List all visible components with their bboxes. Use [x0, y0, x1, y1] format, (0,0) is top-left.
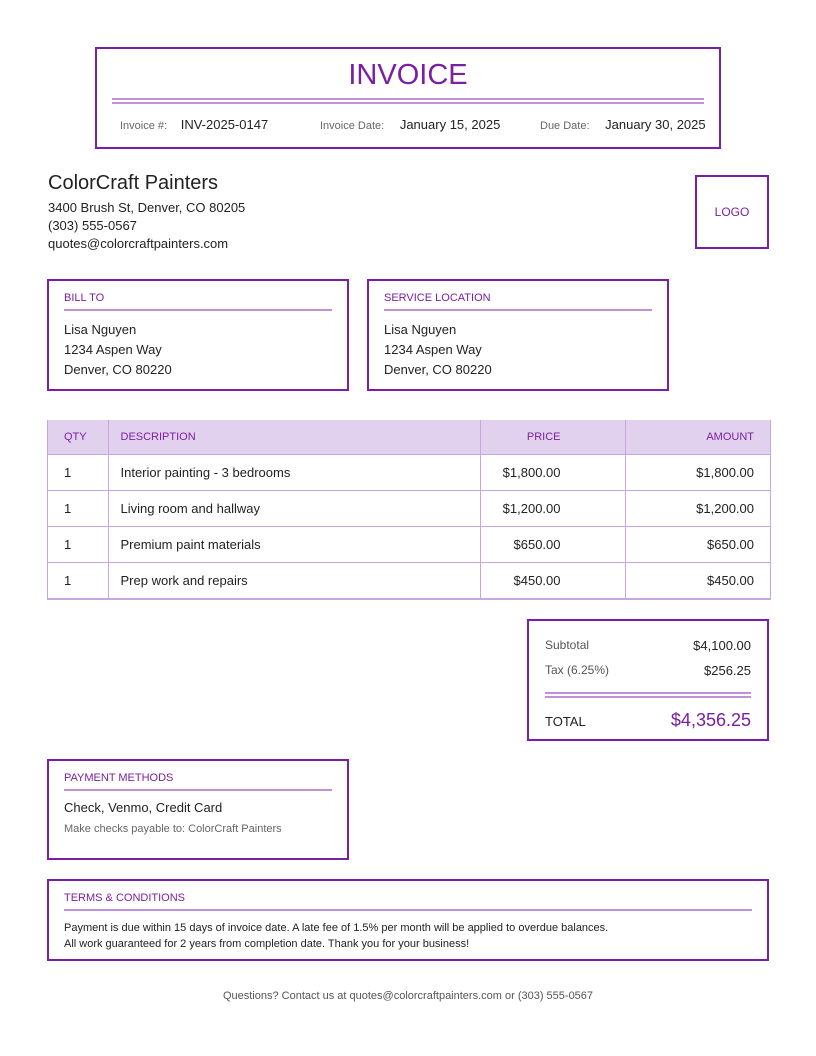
bill-to-name: Lisa Nguyen [64, 322, 137, 337]
subtotal-label: Subtotal [545, 638, 590, 652]
company-email: quotes@colorcraftpainters.com [48, 236, 229, 251]
due-date-label: Due Date: [540, 120, 590, 132]
company-phone: (303) 555-0567 [48, 218, 137, 233]
footer-contact: Questions? Contact us at quotes@colorcraftpainters.com or (303) 555-0567 [222, 990, 594, 1002]
cell-qty: 1 [48, 562, 108, 598]
payment-methods-box [47, 759, 349, 860]
subtotal-value: $4,100.00 [693, 638, 751, 653]
payment-note: Make checks payable to: ColorCraft Painters [64, 823, 282, 835]
terms-title: TERMS & CONDITIONS [64, 892, 752, 911]
invoice-header [95, 47, 721, 149]
logo-placeholder [695, 175, 769, 249]
table-row [48, 526, 770, 562]
header-description: DESCRIPTION [108, 420, 480, 454]
cell-amount: $1,800.00 [625, 454, 770, 490]
cell-price: $450.00 [480, 562, 625, 598]
service-street: 1234 Aspen Way [384, 342, 482, 357]
bill-to-box [47, 279, 349, 391]
cell-amount: $450.00 [625, 562, 770, 598]
invoice-date: January 15, 2025 [399, 117, 501, 132]
total-label: TOTAL [545, 714, 586, 729]
header-amount: AMOUNT [625, 420, 770, 454]
invoice-date-label: Invoice Date: [320, 120, 385, 132]
totals-box [527, 619, 769, 741]
cell-amount: $1,200.00 [625, 490, 770, 526]
cell-price: $650.00 [480, 526, 625, 562]
invoice-number-label: Invoice #: [120, 120, 168, 132]
service-location-box [367, 279, 669, 391]
invoice-title: INVOICE [348, 59, 468, 91]
table-row [48, 562, 770, 598]
cell-description: Prep work and repairs [108, 562, 480, 598]
company-info [48, 172, 245, 253]
table-row [48, 490, 770, 526]
line-items-table-wrap [47, 420, 771, 600]
tax-label: Tax (6.25%) [545, 663, 610, 677]
service-name: Lisa Nguyen [384, 322, 457, 337]
terms-line-2: All work guaranteed for 2 years from completion date. Thank you for your business! [64, 938, 470, 950]
header-qty: QTY [48, 420, 108, 454]
terms-line-1: Payment is due within 15 days of invoice date. A late fee of 1.5% per month will be applied to overdue balances. [64, 922, 609, 934]
invoice-number: INV-2025-0147 [180, 117, 269, 132]
logo-text: LOGO [714, 205, 750, 219]
service-city: Denver, CO 80220 [384, 362, 492, 377]
cell-description: Premium paint materials [108, 526, 480, 562]
cell-price: $1,800.00 [480, 454, 625, 490]
cell-amount: $650.00 [625, 526, 770, 562]
payment-title: PAYMENT METHODS [64, 772, 332, 791]
company-name: ColorCraft Painters [48, 172, 219, 194]
bill-to-city: Denver, CO 80220 [64, 362, 172, 377]
table-row [48, 454, 770, 490]
cell-price: $1,200.00 [480, 490, 625, 526]
due-date: January 30, 2025 [605, 117, 706, 132]
cell-description: Interior painting - 3 bedrooms [108, 454, 480, 490]
company-address: 3400 Brush St, Denver, CO 80205 [48, 200, 246, 215]
payment-methods: Check, Venmo, Credit Card [64, 800, 223, 815]
line-items-table [48, 420, 770, 599]
cell-qty: 1 [48, 454, 108, 490]
bill-to-title: BILL TO [64, 292, 332, 311]
header-price: PRICE [480, 420, 625, 454]
cell-description: Living room and hallway [108, 490, 480, 526]
terms-box [47, 879, 769, 961]
bill-to-street: 1234 Aspen Way [64, 342, 162, 357]
cell-qty: 1 [48, 526, 108, 562]
tax-value: $256.25 [704, 663, 751, 678]
total-value: $4,356.25 [670, 710, 751, 730]
table-header [48, 420, 770, 454]
cell-qty: 1 [48, 490, 108, 526]
service-location-title: SERVICE LOCATION [384, 292, 652, 311]
